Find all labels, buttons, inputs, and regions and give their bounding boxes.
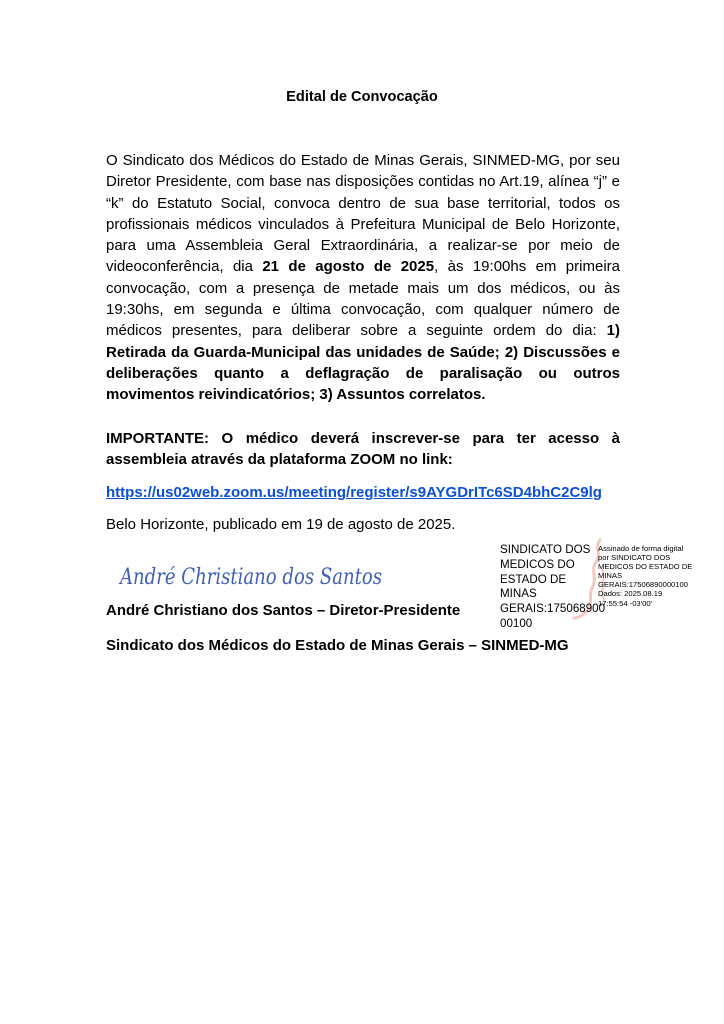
zoom-registration-link[interactable]: https://us02web.zoom.us/meeting/register/s9AYGDrITc6SD4bhC2C9lg [106,484,602,501]
convocation-details: , às 19:00hs em primeira convocação, com a presença de metade mais um dos médicos, ou às 19:30hs, em segunda e última convocação, com qualquer número de médicos presentes, para deliberar sobre a seguinte ordem do dia: [106,258,620,340]
convocation-paragraph [106,150,620,406]
signer-name: André Christiano dos Santos – Diretor-Presidente [106,602,461,619]
digital-stamp-name: SINDICATO DOS MEDICOS DO ESTADO DE MINAS GERAIS:175068900 00100 [500,543,606,630]
meeting-date: 21 de agosto de 2025 [262,258,435,276]
handwritten-signature [118,556,388,596]
signature-text: André Christiano dos Santos [118,565,382,590]
publication-date: Belo Horizonte, publicado em 19 de agosto de 2025. [106,516,456,533]
convocation-intro: O Sindicato dos Médicos do Estado de Minas Gerais, SINMED-MG, por seu Diretor Presidente, com base nas disposições contidas no Art.19, alínea “j” e “k” do Estatuto Social, convoca dentro de sua base territorial, todos os profissionais médicos vinculados à Prefeitura Municipal de Belo Horizonte, para uma Assembleia Geral Extraordinária, a realizar-se por meio de videoconferência, dia [106,152,620,276]
agenda-items: 1) Retirada da Guarda-Municipal das unidades de Saúde; 2) Discussões e deliberações quanto a deflagração de paralisação ou outros movimentos reivindicatórios; 3) Assuntos correlatos. [106,322,620,404]
important-notice: IMPORTANTE: O médico deverá inscrever-se para ter acesso à assembleia através da plataforma ZOOM no link: [106,430,620,469]
organization-name: Sindicato dos Médicos do Estado de Minas Gerais – SINMED-MG [106,637,569,654]
digital-stamp-info: Assinado de forma digital por SINDICATO DOS MEDICOS DO ESTADO DE MINAS GERAIS:17506890000100 Dados: 2025.08.19 17:55:54 -03'00' [598,544,693,608]
page-title: Edital de Convocação [286,89,438,105]
